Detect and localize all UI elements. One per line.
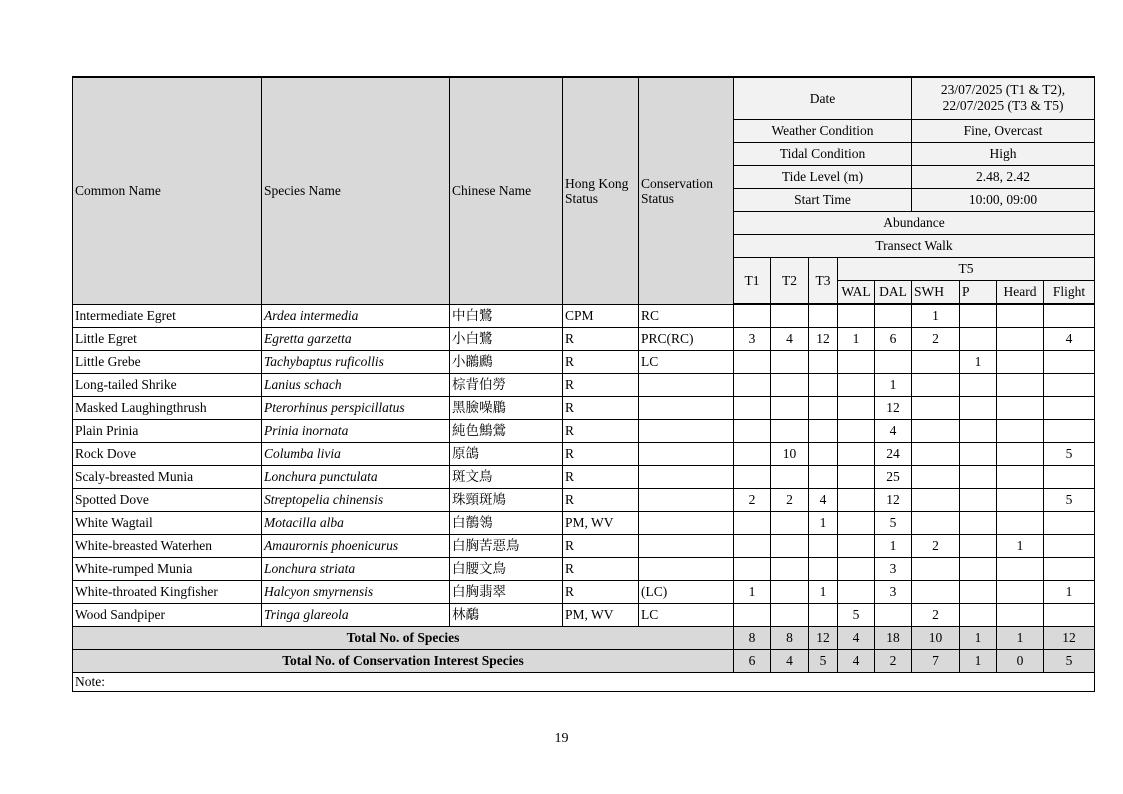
count-cell xyxy=(734,465,771,488)
species-name-cell: Motacilla alba xyxy=(262,511,450,534)
count-cell xyxy=(912,580,960,603)
count-cell xyxy=(838,557,875,580)
chinese-name-cell: 純色鷦鶯 xyxy=(450,419,563,442)
count-cell xyxy=(997,327,1044,350)
total-species-value: 12 xyxy=(1044,626,1095,649)
total-species-value: 8 xyxy=(734,626,771,649)
count-cell xyxy=(809,373,838,396)
count-cell xyxy=(912,396,960,419)
count-cell xyxy=(1044,511,1095,534)
table-row xyxy=(73,350,1095,373)
hk-status-cell: CPM xyxy=(563,304,639,327)
count-cell xyxy=(1044,557,1095,580)
count-cell xyxy=(734,419,771,442)
header-species-name: Species Name xyxy=(262,77,450,304)
count-cell xyxy=(734,603,771,626)
count-cell: 10 xyxy=(771,442,809,465)
table-row xyxy=(73,488,1095,511)
count-cell: 2 xyxy=(771,488,809,511)
weather-label: Weather Condition xyxy=(734,119,912,142)
tide-level-label: Tide Level (m) xyxy=(734,165,912,188)
count-cell xyxy=(771,396,809,419)
chinese-name-cell: 白胸苦惡鳥 xyxy=(450,534,563,557)
count-cell: 1 xyxy=(838,327,875,350)
count-cell xyxy=(838,304,875,327)
count-cell xyxy=(997,488,1044,511)
hk-status-cell: R xyxy=(563,580,639,603)
species-name-cell: Tringa glareola xyxy=(262,603,450,626)
common-name-cell: Plain Prinia xyxy=(73,419,262,442)
conservation-status-cell xyxy=(639,465,734,488)
count-cell xyxy=(912,488,960,511)
table-row xyxy=(73,419,1095,442)
species-name-cell: Columba livia xyxy=(262,442,450,465)
start-time-value: 10:00, 09:00 xyxy=(912,188,1095,211)
count-cell xyxy=(838,488,875,511)
count-cell: 4 xyxy=(771,327,809,350)
chinese-name-cell: 小白鷺 xyxy=(450,327,563,350)
count-cell xyxy=(771,511,809,534)
tidal-value: High xyxy=(912,142,1095,165)
count-cell: 24 xyxy=(875,442,912,465)
chinese-name-cell: 白腰文鳥 xyxy=(450,557,563,580)
count-cell: 4 xyxy=(809,488,838,511)
count-cell: 1 xyxy=(960,350,997,373)
table-row xyxy=(73,511,1095,534)
count-cell xyxy=(1044,534,1095,557)
count-cell xyxy=(771,304,809,327)
hk-status-cell: R xyxy=(563,465,639,488)
count-cell xyxy=(1044,465,1095,488)
count-cell xyxy=(734,350,771,373)
count-cell: 1 xyxy=(875,534,912,557)
count-cell xyxy=(960,373,997,396)
count-cell xyxy=(809,442,838,465)
count-cell xyxy=(912,419,960,442)
count-cell: 5 xyxy=(1044,442,1095,465)
common-name-cell: Intermediate Egret xyxy=(73,304,262,327)
count-cell xyxy=(960,580,997,603)
hk-status-cell: R xyxy=(563,442,639,465)
col-swh: SWH xyxy=(912,280,960,303)
count-cell xyxy=(838,465,875,488)
count-cell xyxy=(912,465,960,488)
conservation-status-cell: (LC) xyxy=(639,580,734,603)
transect-walk-label: Transect Walk xyxy=(734,234,1095,257)
count-cell xyxy=(997,511,1044,534)
date-value xyxy=(912,77,1095,119)
count-cell xyxy=(912,442,960,465)
count-cell xyxy=(734,373,771,396)
date-label: Date xyxy=(734,77,912,119)
species-name-cell: Lanius schach xyxy=(262,373,450,396)
count-cell xyxy=(771,465,809,488)
count-cell xyxy=(997,442,1044,465)
species-name-cell: Egretta garzetta xyxy=(262,327,450,350)
count-cell xyxy=(997,580,1044,603)
table-row xyxy=(73,396,1095,419)
total-species-value: 4 xyxy=(838,626,875,649)
total-species-value: 12 xyxy=(809,626,838,649)
total-conservation-value: 4 xyxy=(771,649,809,672)
count-cell xyxy=(997,465,1044,488)
count-cell xyxy=(1044,350,1095,373)
count-cell xyxy=(960,557,997,580)
count-cell xyxy=(838,419,875,442)
table-row xyxy=(73,603,1095,626)
header-chinese-name: Chinese Name xyxy=(450,77,563,304)
table-row xyxy=(73,465,1095,488)
table-row xyxy=(73,373,1095,396)
count-cell xyxy=(838,350,875,373)
chinese-name-cell: 白胸翡翠 xyxy=(450,580,563,603)
hk-status-cell: R xyxy=(563,373,639,396)
count-cell xyxy=(1044,603,1095,626)
count-cell xyxy=(771,580,809,603)
count-cell xyxy=(734,304,771,327)
total-conservation-label: Total No. of Conservation Interest Species xyxy=(73,649,734,672)
count-cell: 12 xyxy=(875,488,912,511)
hk-status-cell: R xyxy=(563,488,639,511)
count-cell xyxy=(838,373,875,396)
species-name-cell: Streptopelia chinensis xyxy=(262,488,450,511)
count-cell: 2 xyxy=(734,488,771,511)
common-name-cell: Wood Sandpiper xyxy=(73,603,262,626)
count-cell: 6 xyxy=(875,327,912,350)
species-name-cell: Halcyon smyrnensis xyxy=(262,580,450,603)
conservation-status-cell xyxy=(639,534,734,557)
total-species-value: 1 xyxy=(960,626,997,649)
table-row xyxy=(73,557,1095,580)
count-cell: 2 xyxy=(912,534,960,557)
conservation-status-cell xyxy=(639,396,734,419)
common-name-cell: Little Egret xyxy=(73,327,262,350)
count-cell xyxy=(997,396,1044,419)
note: Note: xyxy=(73,672,1095,691)
hk-status-cell: PM, WV xyxy=(563,603,639,626)
count-cell: 1 xyxy=(875,373,912,396)
count-cell xyxy=(912,373,960,396)
count-cell xyxy=(960,304,997,327)
count-cell: 12 xyxy=(809,327,838,350)
count-cell xyxy=(809,603,838,626)
conservation-status-cell xyxy=(639,373,734,396)
count-cell xyxy=(809,534,838,557)
common-name-cell: Scaly-breasted Munia xyxy=(73,465,262,488)
hk-status-cell: R xyxy=(563,350,639,373)
table-row xyxy=(73,442,1095,465)
common-name-cell: Masked Laughingthrush xyxy=(73,396,262,419)
count-cell xyxy=(838,511,875,534)
count-cell xyxy=(875,603,912,626)
total-conservation-value: 5 xyxy=(809,649,838,672)
col-t2: T2 xyxy=(771,257,809,303)
total-species-value: 18 xyxy=(875,626,912,649)
chinese-name-cell: 白鶺鴒 xyxy=(450,511,563,534)
conservation-status-cell xyxy=(639,442,734,465)
date-value-line1: 23/07/2025 (T1 & T2), xyxy=(940,82,1066,98)
count-cell xyxy=(809,304,838,327)
count-cell xyxy=(734,557,771,580)
chinese-name-cell: 黑臉噪鶥 xyxy=(450,396,563,419)
count-cell: 3 xyxy=(734,327,771,350)
chinese-name-cell: 中白鷺 xyxy=(450,304,563,327)
conservation-status-cell: RC xyxy=(639,304,734,327)
count-cell xyxy=(771,419,809,442)
species-name-cell: Tachybaptus ruficollis xyxy=(262,350,450,373)
count-cell xyxy=(912,350,960,373)
chinese-name-cell: 珠頸斑鳩 xyxy=(450,488,563,511)
common-name-cell: Little Grebe xyxy=(73,350,262,373)
count-cell xyxy=(809,396,838,419)
count-cell xyxy=(960,327,997,350)
count-cell xyxy=(997,603,1044,626)
start-time-label: Start Time xyxy=(734,188,912,211)
header-common-name: Common Name xyxy=(73,77,262,304)
common-name-cell: White-throated Kingfisher xyxy=(73,580,262,603)
count-cell xyxy=(875,304,912,327)
count-cell xyxy=(1044,396,1095,419)
hk-status-cell: R xyxy=(563,419,639,442)
count-cell xyxy=(734,396,771,419)
count-cell xyxy=(997,557,1044,580)
count-cell xyxy=(809,419,838,442)
count-cell xyxy=(809,465,838,488)
table-row xyxy=(73,327,1095,350)
tide-level-value: 2.48, 2.42 xyxy=(912,165,1095,188)
date-value-line2: 22/07/2025 (T3 & T5) xyxy=(942,98,1064,114)
chinese-name-cell: 棕背伯勞 xyxy=(450,373,563,396)
total-species-label: Total No. of Species xyxy=(73,626,734,649)
table-row xyxy=(73,580,1095,603)
count-cell: 3 xyxy=(875,557,912,580)
count-cell xyxy=(997,304,1044,327)
species-name-cell: Lonchura striata xyxy=(262,557,450,580)
count-cell xyxy=(838,396,875,419)
hk-status-cell: R xyxy=(563,327,639,350)
total-conservation-value: 7 xyxy=(912,649,960,672)
count-cell xyxy=(960,419,997,442)
total-species-value: 8 xyxy=(771,626,809,649)
count-cell xyxy=(960,603,997,626)
species-name-cell: Ardea intermedia xyxy=(262,304,450,327)
conservation-status-cell xyxy=(639,557,734,580)
abundance-label: Abundance xyxy=(734,211,1095,234)
species-name-cell: Prinia inornata xyxy=(262,419,450,442)
page-number: 19 xyxy=(554,731,569,746)
count-cell: 5 xyxy=(1044,488,1095,511)
count-cell xyxy=(734,442,771,465)
conservation-status-cell xyxy=(639,511,734,534)
col-flight: Flight xyxy=(1044,280,1095,303)
count-cell xyxy=(997,419,1044,442)
common-name-cell: White-breasted Waterhen xyxy=(73,534,262,557)
header-hk-status: Hong Kong Status xyxy=(563,77,639,304)
col-t5: T5 xyxy=(838,257,1095,280)
count-cell xyxy=(960,511,997,534)
count-cell: 1 xyxy=(1044,580,1095,603)
common-name-cell: White-rumped Munia xyxy=(73,557,262,580)
conservation-status-cell: LC xyxy=(639,603,734,626)
count-cell xyxy=(1044,373,1095,396)
count-cell xyxy=(875,350,912,373)
count-cell xyxy=(771,373,809,396)
common-name-cell: Spotted Dove xyxy=(73,488,262,511)
conservation-status-cell: PRC(RC) xyxy=(639,327,734,350)
conservation-status-cell: LC xyxy=(639,350,734,373)
common-name-cell: Rock Dove xyxy=(73,442,262,465)
count-cell: 2 xyxy=(912,603,960,626)
hk-status-cell: R xyxy=(563,396,639,419)
count-cell xyxy=(960,465,997,488)
species-name-cell: Pterorhinus perspicillatus xyxy=(262,396,450,419)
count-cell xyxy=(734,511,771,534)
count-cell xyxy=(734,534,771,557)
count-cell xyxy=(1044,304,1095,327)
col-t3: T3 xyxy=(809,257,838,303)
count-cell: 5 xyxy=(838,603,875,626)
hk-status-cell: R xyxy=(563,557,639,580)
count-cell: 2 xyxy=(912,327,960,350)
count-cell xyxy=(838,580,875,603)
count-cell: 1 xyxy=(809,580,838,603)
count-cell: 1 xyxy=(997,534,1044,557)
total-conservation-value: 5 xyxy=(1044,649,1095,672)
count-cell: 5 xyxy=(875,511,912,534)
count-cell xyxy=(838,442,875,465)
table-row xyxy=(73,534,1095,557)
count-cell: 1 xyxy=(734,580,771,603)
chinese-name-cell: 原鴿 xyxy=(450,442,563,465)
col-heard: Heard xyxy=(997,280,1044,303)
count-cell xyxy=(771,557,809,580)
col-p: P xyxy=(960,280,997,303)
total-conservation-value: 0 xyxy=(997,649,1044,672)
count-cell xyxy=(960,442,997,465)
count-cell xyxy=(809,350,838,373)
bird-survey-table xyxy=(72,76,1095,692)
chinese-name-cell: 斑文鳥 xyxy=(450,465,563,488)
header-conservation-status: Conservation Status xyxy=(639,77,734,304)
weather-value: Fine, Overcast xyxy=(912,119,1095,142)
count-cell: 25 xyxy=(875,465,912,488)
count-cell: 1 xyxy=(912,304,960,327)
hk-status-cell: R xyxy=(563,534,639,557)
count-cell xyxy=(838,534,875,557)
count-cell xyxy=(912,557,960,580)
conservation-status-cell xyxy=(639,419,734,442)
count-cell xyxy=(1044,419,1095,442)
count-cell xyxy=(771,603,809,626)
table-row xyxy=(73,304,1095,327)
count-cell: 4 xyxy=(875,419,912,442)
count-cell xyxy=(809,557,838,580)
count-cell xyxy=(771,350,809,373)
col-wal: WAL xyxy=(838,280,875,303)
common-name-cell: Long-tailed Shrike xyxy=(73,373,262,396)
total-species-value: 1 xyxy=(997,626,1044,649)
total-conservation-value: 1 xyxy=(960,649,997,672)
tidal-label: Tidal Condition xyxy=(734,142,912,165)
count-cell: 4 xyxy=(1044,327,1095,350)
total-conservation-value: 6 xyxy=(734,649,771,672)
species-name-cell: Lonchura punctulata xyxy=(262,465,450,488)
common-name-cell: White Wagtail xyxy=(73,511,262,534)
count-cell xyxy=(912,511,960,534)
hk-status-cell: PM, WV xyxy=(563,511,639,534)
count-cell xyxy=(997,373,1044,396)
count-cell xyxy=(960,396,997,419)
count-cell xyxy=(771,534,809,557)
count-cell xyxy=(997,350,1044,373)
species-name-cell: Amaurornis phoenicurus xyxy=(262,534,450,557)
total-species-value: 10 xyxy=(912,626,960,649)
col-dal: DAL xyxy=(875,280,912,303)
chinese-name-cell: 林鷸 xyxy=(450,603,563,626)
total-conservation-value: 2 xyxy=(875,649,912,672)
total-conservation-value: 4 xyxy=(838,649,875,672)
col-t1: T1 xyxy=(734,257,771,303)
count-cell: 1 xyxy=(809,511,838,534)
count-cell xyxy=(960,488,997,511)
count-cell: 3 xyxy=(875,580,912,603)
conservation-status-cell xyxy=(639,488,734,511)
chinese-name-cell: 小鸊鷉 xyxy=(450,350,563,373)
count-cell: 12 xyxy=(875,396,912,419)
count-cell xyxy=(960,534,997,557)
